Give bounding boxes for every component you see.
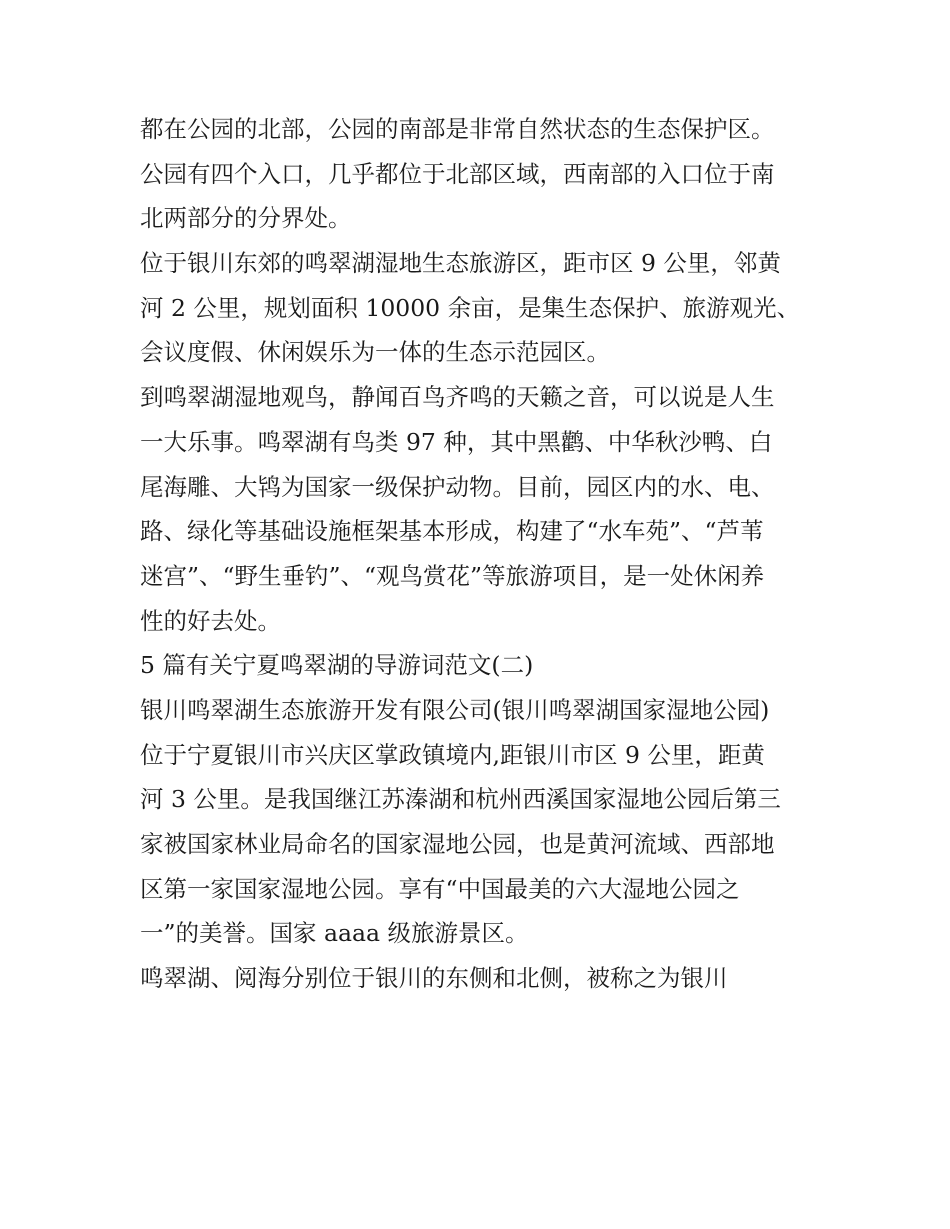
text-line: 一大乐事。鸣翠湖有鸟类 97 种，其中黑鹳、中华秋沙鸭、白 xyxy=(140,427,773,456)
text-line: 银川鸣翠湖生态旅游开发有限公司(银川鸣翠湖国家湿地公园) xyxy=(140,695,770,724)
text-line: 位于银川东郊的鸣翠湖湿地生态旅游区，距市区 9 公里，邻黄 xyxy=(140,249,781,278)
text-line: 路、绿化等基础设施框架基本形成，构建了“水车苑”、“芦苇 xyxy=(140,517,764,546)
text-line: 迷宫”、“野生垂钓”、“观鸟赏花”等旅游项目，是一处休闲养 xyxy=(140,561,765,590)
text-line: 会议度假、休闲娱乐为一体的生态示范园区。 xyxy=(140,338,610,367)
text-line: 河 2 公里，规划面积 10000 余亩，是集生态保护、旅游观光、 xyxy=(140,293,801,322)
text-line: 鸣翠湖、阅海分别位于银川的东侧和北侧，被称之为银川 xyxy=(140,964,728,993)
text-line: 一”的美誉。国家 aaaa 级旅游景区。 xyxy=(140,919,529,948)
text-line: 到鸣翠湖湿地观鸟，静闻百鸟齐鸣的天籁之音，可以说是人生 xyxy=(140,383,775,412)
document-body xyxy=(140,107,830,1001)
section-heading: 5 篇有关宁夏鸣翠湖的导游词范文(二) xyxy=(140,651,534,680)
text-line: 公园有四个入口，几乎都位于北部区域，西南部的入口位于南 xyxy=(140,159,775,188)
text-line: 性的好去处。 xyxy=(140,606,281,635)
text-line: 位于宁夏银川市兴庆区掌政镇境内,距银川市区 9 公里，距黄 xyxy=(140,740,765,769)
text-line: 尾海雕、大鸨为国家一级保护动物。目前，园区内的水、电、 xyxy=(140,472,775,501)
text-line: 区第一家国家湿地公园。享有“中国最美的六大湿地公园之 xyxy=(140,874,740,903)
text-line: 北两部分的分界处。 xyxy=(140,204,352,233)
text-line: 都在公园的北部，公园的南部是非常自然状态的生态保护区。 xyxy=(140,115,775,143)
text-line: 家被国家林业局命名的国家湿地公园，也是黄河流域、西部地 xyxy=(140,830,775,858)
text-line: 河 3 公里。是我国继江苏溱湖和杭州西溪国家湿地公园后第三 xyxy=(140,785,781,814)
